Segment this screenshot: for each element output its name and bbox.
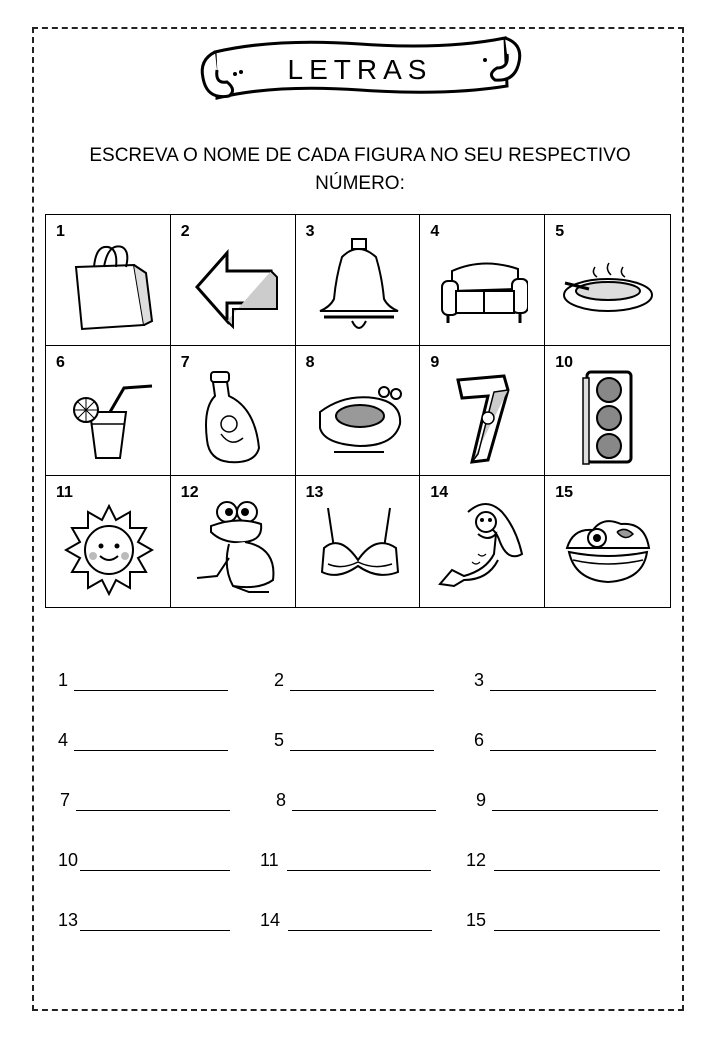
picture-number: 10 [555,353,573,371]
picture-cell [46,346,171,477]
picture-cell [296,346,421,477]
answer-number: 1 [58,670,69,690]
answer-number: 8 [276,790,287,810]
answer-item [260,848,431,871]
frog-icon [189,498,279,596]
picture-cell [296,476,421,607]
answer-section [58,668,668,968]
answer-item [466,848,660,871]
answer-number: 6 [474,730,485,750]
answer-line[interactable] [74,728,228,751]
answer-number: 13 [58,910,79,930]
answer-row [58,908,668,968]
page-title: LETRAS [287,54,433,85]
answer-number: 14 [260,910,281,930]
picture-cell [296,215,421,346]
answer-line[interactable] [494,848,660,871]
answer-row [58,788,668,848]
answer-row [58,848,668,908]
picture-cell [420,476,545,607]
picture-cell [171,215,296,346]
juice-glass-icon [64,368,154,466]
answer-number: 10 [58,850,79,870]
picture-number: 4 [430,223,440,240]
picture-number: 14 [430,484,449,502]
picture-cell [171,346,296,477]
picture-grid [45,214,671,608]
answer-row [58,728,668,788]
answer-item [260,908,432,931]
answer-line[interactable] [74,668,228,691]
answer-line[interactable] [292,788,436,811]
picture-number: 15 [555,484,573,502]
sponge-icon [314,368,404,466]
answer-line[interactable] [287,848,431,871]
answer-line[interactable] [80,908,230,931]
answer-number: 3 [474,670,485,690]
answer-line[interactable] [490,728,656,751]
picture-number: 1 [56,223,65,240]
picture-number: 7 [180,353,190,371]
number-seven-icon [438,368,528,466]
answer-line[interactable] [76,788,230,811]
picture-number: 9 [430,353,440,371]
sofa-icon [438,237,528,335]
answer-number: 12 [466,850,487,870]
instruction-text: ESCREVA O NOME DE CADA FIGURA NO SEU RESPECTIVO NÚMERO: [89,145,631,194]
soup-bowl-icon [563,237,653,335]
picture-number: 5 [555,223,565,240]
picture-number: 3 [305,223,315,240]
answer-line[interactable] [494,908,660,931]
answer-number: 11 [260,850,279,870]
answer-item [274,668,434,691]
answer-item [58,668,228,691]
answer-item [60,788,230,811]
answer-line[interactable] [290,668,434,691]
answer-line[interactable] [290,728,434,751]
picture-number: 2 [180,223,190,240]
answer-number: 4 [58,730,69,750]
picture-number: 12 [180,484,199,502]
picture-cell [420,215,545,346]
answer-item [474,668,656,691]
answer-number: 15 [466,910,487,930]
picture-cell [545,346,670,477]
picture-cell [420,346,545,477]
answer-row [58,668,668,728]
picture-number: 13 [305,484,324,502]
arrow-icon [189,237,279,335]
answer-number: 9 [476,790,487,810]
picture-cell [545,215,670,346]
picture-cell [46,215,171,346]
bottle-icon [189,368,279,466]
picture-cell [545,476,670,607]
bell-icon [314,237,404,335]
answer-line[interactable] [80,848,230,871]
picture-cell [46,476,171,607]
answer-number: 5 [274,730,285,750]
shopping-bag-icon [64,237,154,335]
answer-line[interactable] [492,788,658,811]
answer-item [474,728,656,751]
answer-line[interactable] [490,668,656,691]
answer-item [476,788,658,811]
answer-item [274,728,434,751]
answer-number: 7 [60,790,71,810]
picture-number: 6 [56,353,65,371]
answer-item [58,848,230,871]
bra-icon [314,498,404,596]
answer-item [276,788,436,811]
sun-icon [64,498,154,596]
picture-number: 11 [56,484,73,502]
picture-cell [171,476,296,607]
picture-number: 8 [305,353,315,371]
salad-icon [563,498,653,596]
answer-number: 2 [274,670,285,690]
traffic-light-icon [563,368,653,466]
answer-line[interactable] [288,908,432,931]
answer-item [58,728,228,751]
mermaid-icon [438,498,528,596]
answer-item [58,908,230,931]
answer-item [466,908,660,931]
